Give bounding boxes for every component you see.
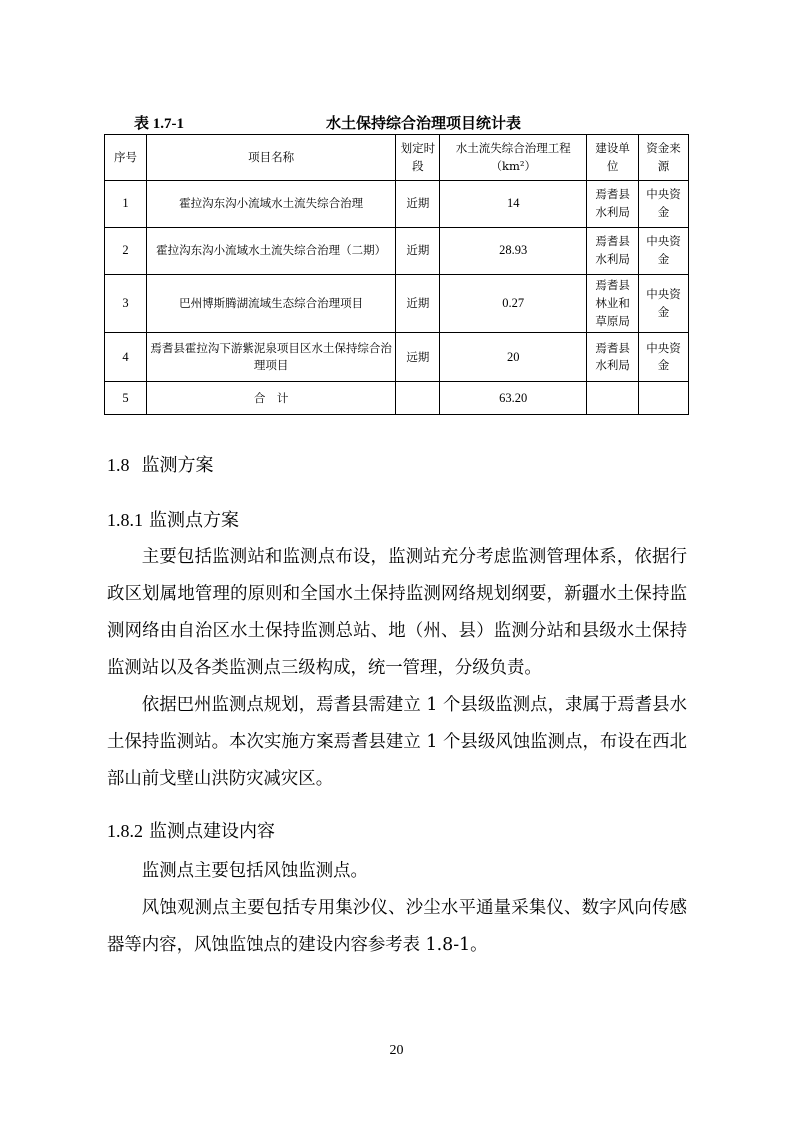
table-row [105, 333, 689, 382]
table-caption-number: 表 1.7-1 [134, 116, 184, 132]
treatment-area: 0.27 [440, 275, 587, 333]
table-caption-title: 水土保持综合治理项目统计表 [326, 114, 522, 132]
page-number: 20 [389, 1043, 404, 1058]
section-heading-1-8 [107, 451, 214, 477]
paragraph: 监测点主要包括风蚀监测点。 [141, 861, 368, 881]
table-row [105, 181, 689, 228]
section-number: 1.8.2 [107, 821, 143, 841]
construction-unit: 焉耆县林业和草原局 [587, 275, 639, 333]
treatment-area: 20 [440, 333, 587, 382]
table-total-row [105, 382, 689, 415]
fund-source: 中央资金 [639, 333, 689, 382]
header-cell: 序号 [105, 135, 147, 181]
project-name: 霍拉沟东沟小流域水土流失综合治理（二期） [146, 228, 395, 275]
row-number: 5 [105, 382, 147, 415]
section-title: 监测点建设内容 [149, 821, 275, 842]
project-name: 巴州博斯腾湖流域生态综合治理项目 [146, 275, 395, 333]
statistics-table [104, 134, 689, 415]
header-cell: 资金来源 [639, 135, 689, 181]
section-number: 1.8.1 [107, 510, 143, 530]
section-heading-1-8-2 [107, 817, 275, 843]
total-area: 63.20 [440, 382, 587, 415]
table-header-row [105, 135, 689, 181]
period: 近期 [396, 275, 440, 333]
section-title: 监测方案 [141, 455, 214, 476]
construction-unit: 焉耆县水利局 [587, 333, 639, 382]
table-row [105, 228, 689, 275]
project-name: 焉耆县霍拉沟下游紫泥泉项目区水土保持综合治理项目 [146, 333, 395, 382]
empty-cell [396, 382, 440, 415]
empty-cell [587, 382, 639, 415]
section-heading-1-8-1 [107, 506, 239, 532]
row-number: 4 [105, 333, 147, 382]
header-cell: 水土流失综合治理工程（km²） [440, 135, 587, 181]
table-caption [104, 110, 689, 134]
section-title: 监测点方案 [149, 510, 239, 531]
period: 远期 [396, 333, 440, 382]
header-cell: 建设单位 [587, 135, 639, 181]
total-label: 合 计 [146, 382, 395, 415]
fund-source: 中央资金 [639, 228, 689, 275]
paragraph: 主要包括监测站和监测点布设，监测站充分考虑监测管理体系，依据行政区划属地管理的原则和全国水土保持监测网络规划纲要，新疆水土保持监测网络由自治区水土保持监测总站、地（州、县）监测分站和县级水土保持监测站以及各类监测点三级构成，统一管理，分级负责。 [107, 547, 687, 678]
row-number: 1 [105, 181, 147, 228]
period: 近期 [396, 181, 440, 228]
project-name: 霍拉沟东沟小流域水土流失综合治理 [146, 181, 395, 228]
row-number: 3 [105, 275, 147, 333]
header-cell: 项目名称 [146, 135, 395, 181]
table-row [105, 275, 689, 333]
construction-unit: 焉耆县水利局 [587, 181, 639, 228]
treatment-area: 14 [440, 181, 587, 228]
empty-cell [639, 382, 689, 415]
row-number: 2 [105, 228, 147, 275]
paragraph: 依据巴州监测点规划，焉耆县需建立 1 个县级监测点，隶属于焉耆县水土保持监测站。本次实施方案焉耆县建立 1 个县级风蚀监测点，布设在西北部山前戈壁山洪防灾减灾区。 [107, 695, 687, 789]
period: 近期 [396, 228, 440, 275]
construction-unit: 焉耆县水利局 [587, 228, 639, 275]
section-number: 1.8 [107, 455, 130, 475]
fund-source: 中央资金 [639, 181, 689, 228]
header-cell: 划定时段 [396, 135, 440, 181]
paragraph: 风蚀观测点主要包括专用集沙仪、沙尘水平通量采集仪、数字风向传感器等内容，风蚀监蚀点的建设内容参考表 1.8-1。 [107, 898, 687, 955]
fund-source: 中央资金 [639, 275, 689, 333]
treatment-area: 28.93 [440, 228, 587, 275]
